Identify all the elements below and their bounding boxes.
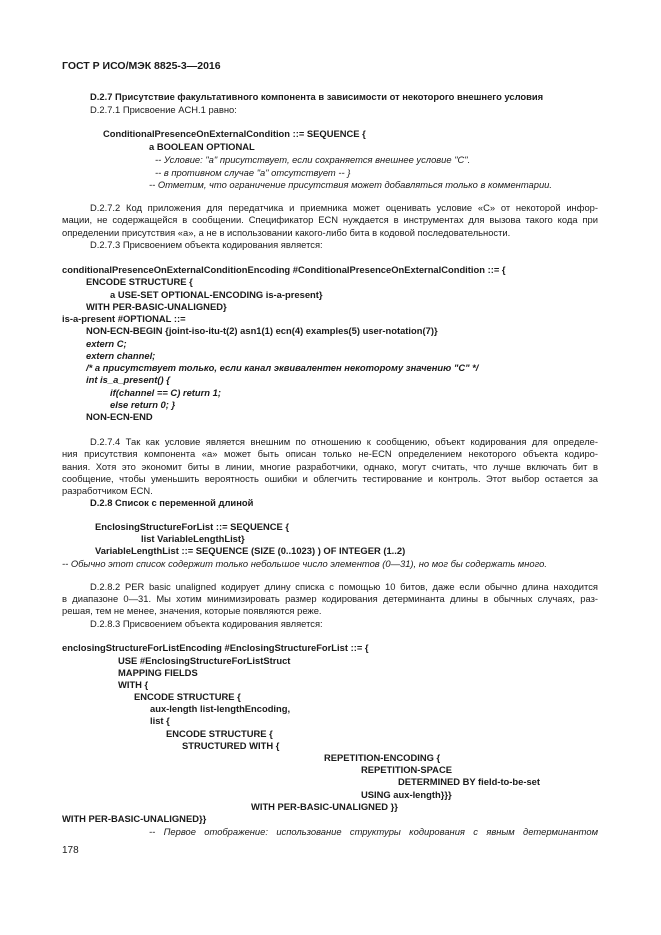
section-heading: D.2.8 Список с переменной длиной xyxy=(90,497,254,508)
code-line: WITH PER-BASIC-UNALIGNED}} xyxy=(62,813,207,824)
code-line: NON-ECN-END xyxy=(86,411,153,422)
code-line: STRUCTURED WITH { xyxy=(182,740,280,751)
section-heading: D.2.7 Присутствие факультативного компонента в зависимости от некоторого внешнего условия xyxy=(90,91,544,102)
paragraph-line: D.2.8.2 PER basic unaligned кодирует длину списка с помощью 10 битов, даже если обычно длина находится xyxy=(90,581,598,592)
code-line: MAPPING FIELDS xyxy=(118,667,198,678)
code-line: extern C; xyxy=(86,338,127,349)
code-line: int is_a_present() { xyxy=(86,374,170,385)
code-line: list { xyxy=(150,715,170,726)
paragraph-line: D.2.7.1 Присвоение ACH.1 равно: xyxy=(90,104,237,115)
code-line: is-a-present #OPTIONAL ::= xyxy=(62,313,186,324)
code-comment: -- Первое отображение: использование структуры кодирования с явным детерминантом xyxy=(149,826,598,837)
code-line: extern channel; xyxy=(86,350,156,361)
code-line: conditionalPresenceOnExternalConditionEncoding #ConditionalPresenceOnExternalCondition ::= { xyxy=(62,264,506,275)
paragraph-line: D.2.7.3 Присвоением объекта кодирования является: xyxy=(90,239,323,250)
paragraph-line: D.2.8.3 Присвоением объекта кодирования является: xyxy=(90,618,323,629)
code-line: ENCODE STRUCTURE { xyxy=(134,691,241,702)
paragraph-line: D.2.7.4 Так как условие является внешним по отношению к сообщению, объект кодирования для определе- xyxy=(90,436,598,447)
code-line: else return 0; } xyxy=(110,399,176,410)
code-line: ENCODE STRUCTURE { xyxy=(166,728,273,739)
paragraph-line: сообщение, чтобы уменьшить вероятность ошибки и облегчить тестирование и контроль. Этот выбор остается за xyxy=(62,473,598,484)
paragraph-line: в диапазоне 0—31. Мы хотим минимизировать размер кодирования детерминанта длины в обычных случаях, раз- xyxy=(62,593,598,604)
code-line: a USE-SET OPTIONAL-ENCODING is-a-present} xyxy=(110,289,323,300)
code-line: VariableLengthList ::= SEQUENCE (SIZE (0..1023) ) OF INTEGER (1..2) xyxy=(95,545,406,556)
code-line: WITH { xyxy=(118,679,149,690)
paragraph-line: вания. Хотя это экономит биты в линии, многие разработчики, однако, могут считать, что лучше включать бит в xyxy=(62,461,598,472)
code-line: /* a присутствует только, если канал эквивалентен некоторому значению "C" */ xyxy=(86,362,479,373)
code-line: ConditionalPresenceOnExternalCondition ::= SEQUENCE { xyxy=(103,128,366,139)
code-line: REPETITION-ENCODING { xyxy=(324,752,441,763)
code-comment: -- Обычно этот список содержит только небольшое число элементов (0—31), но мог бы содержать много. xyxy=(62,558,547,569)
code-comment: -- в противном случае "a" отсутствует -- } xyxy=(155,167,351,178)
paragraph-line: ния присутствия компонента «a» может быть описан только не-ECN определением некоторого объекта кодиро- xyxy=(62,448,598,459)
code-comment: -- Условие: "a" присутствует, если сохраняется внешнее условие "C". xyxy=(155,154,471,165)
paragraph-line: D.2.7.2 Код приложения для передатчика и приемника может оценивать условие «C» от некоторой инфор- xyxy=(90,202,598,213)
code-line: USING aux-length}}} xyxy=(361,789,452,800)
paragraph-line: определении присутствия «a», а не в использовании какого-либо бита в кодовой последовательности. xyxy=(62,227,511,238)
code-line: REPETITION-SPACE xyxy=(361,764,452,775)
code-line: aux-length list-lengthEncoding, xyxy=(150,703,291,714)
code-line: ENCODE STRUCTURE { xyxy=(86,276,193,287)
code-line: if(channel == C) return 1; xyxy=(110,387,221,398)
code-line: list VariableLengthList} xyxy=(141,533,245,544)
code-line: enclosingStructureForListEncoding #EnclosingStructureForList ::= { xyxy=(62,642,369,653)
code-line: DETERMINED BY field-to-be-set xyxy=(398,776,541,787)
paragraph-line: разработчиком ECN. xyxy=(62,485,153,496)
code-line: USE #EnclosingStructureForListStruct xyxy=(118,655,291,666)
code-line: WITH PER-BASIC-UNALIGNED }} xyxy=(251,801,398,812)
code-comment: -- Отметим, что ограничение присутствия может добавляться только в комментарии. xyxy=(149,179,552,190)
code-line: NON-ECN-BEGIN {joint-iso-itu-t(2) asn1(1) ecn(4) examples(5) user-notation(7)} xyxy=(86,325,438,336)
code-line: EnclosingStructureForList ::= SEQUENCE { xyxy=(95,521,290,532)
code-line: a BOOLEAN OPTIONAL xyxy=(149,141,255,152)
paragraph-line: мации, не содержащейся в сообщении. Спецификатор ECN нуждается в инструментах для вызова такого кода при xyxy=(62,214,598,225)
page-number: 178 xyxy=(62,845,79,856)
code-line: WITH PER-BASIC-UNALIGNED} xyxy=(86,301,227,312)
page-header: ГОСТ Р ИСО/МЭК 8825-3—2016 xyxy=(62,60,221,72)
paragraph-line: решая, тем не менее, значения, которые появляются реже. xyxy=(62,605,322,616)
